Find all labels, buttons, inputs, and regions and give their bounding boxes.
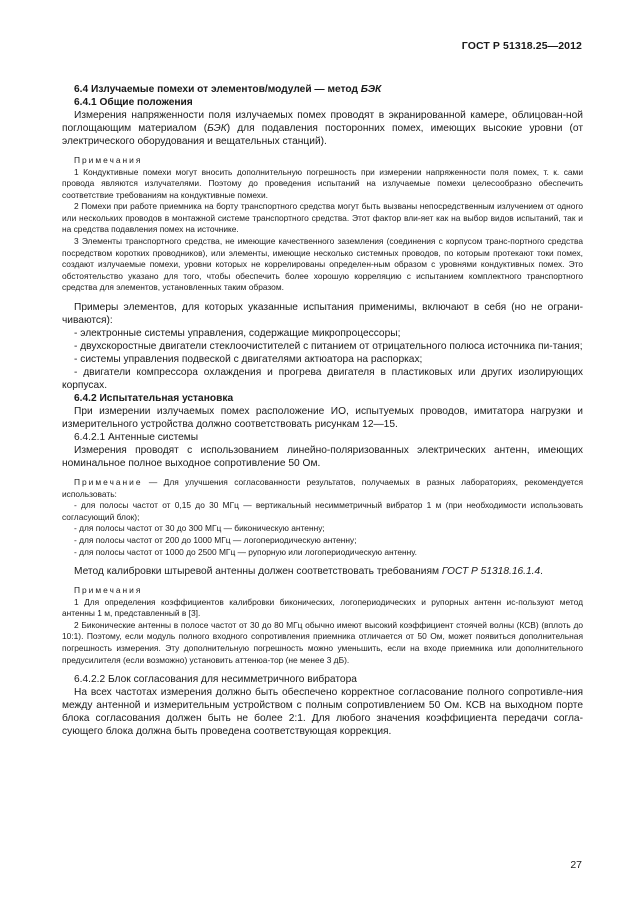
paragraph-field-measurements	[62, 109, 583, 148]
section-6-4-2-heading: 6.4.2 Испытательная установка	[74, 393, 234, 405]
list-item: - двухскоростные двигатели стеклоочистителей с питанием от отрицательного полюса источника пи-тания;	[74, 341, 583, 353]
paragraph-abbr: БЭК	[207, 123, 227, 134]
note-2: 2 Помехи при работе приемника на борту транспортного средства могут быть вызваны непосредственным излучением от одного или нескольких проводов в монтажной системе транспортного средства. Этот фактор вли-яет как на выбор видов испытаний, так и на средства подавления помех на источнике.	[62, 201, 583, 235]
list-item: - системы управления подвеской с двигателями актюатора на распорках;	[74, 354, 423, 366]
note-list-item: - для полосы частот от 0,15 до 30 МГц — вертикальный несимметричный вибратор 1 м (при необходимости использовать согласующий блок);	[62, 500, 583, 522]
paragraph-matching-unit: На всех частотах измерения должно быть обеспечено корректное согласование полного сопротивле-ния между антенной и измерительным устройством с полным сопротивлением 50 Ом. КСВ на выходном порте блока согласования должен быть не более 2:1. Для любого значения коэффициента передачи согла-сующего блока должна быть проведена соответствующая коррекция.	[62, 687, 583, 738]
paragraph-part: .	[540, 566, 543, 578]
note-list-item: - для полосы частот от 1000 до 2500 МГц — рупорную или логопериодическую антенну.	[74, 546, 417, 557]
paragraph-test-setup: При измерении излучаемых помех расположение ИО, испытуемых проводов, имитатора нагрузки и измерительного устройства должно соответствовать рисункам 12—15.	[62, 406, 583, 431]
notes-heading: Примечания	[74, 585, 143, 596]
page-body	[62, 83, 583, 738]
section-6-4-1-heading: 6.4.1 Общие положения	[74, 97, 193, 108]
section-6-4-2-2-heading: 6.4.2.2 Блок согласования для несимметричного вибратора	[74, 674, 357, 686]
note-text: — Для улучшения согласованности результатов, получаемых в разных лабораториях, рекомендуется использовать:	[62, 477, 583, 499]
paragraph-examples: Примеры элементов, для которых указанные испытания применимы, включают в себя (но не ограни-чиваются):	[62, 302, 583, 327]
note-list-item: - для полосы частот от 30 до 300 МГц — биконическую антенну;	[74, 523, 325, 534]
section-6-4-heading-text: 6.4 Излучаемые помехи от элементов/модулей — метод	[74, 84, 358, 95]
section-6-4-2-1-heading: 6.4.2.1 Антенные системы	[74, 432, 199, 444]
note-calibration-2: 2 Биконические антенны в полосе частот от 30 до 80 МГц обычно имеют высокий коэффициент стоячей волны (КСВ) (вплоть до 10:1). Поэтому, если модуль полного входного сопротивления приемника отличается от 50 Ом, может появиться дополнительная погрешность измерения. Эту дополнительную погрешность можно уменьшить, если на входе приемника или дополнительного предусилителя (если возможно) установить аттенюа-тор (не менее 3 дБ).	[62, 619, 583, 665]
page-number: 27	[570, 859, 582, 871]
note-antenna	[62, 477, 583, 500]
note-list-item: - для полосы частот от 200 до 1000 МГц — логопериодическую антенну;	[74, 535, 357, 545]
section-6-4-heading	[62, 83, 583, 96]
paragraph-calibration	[62, 565, 583, 578]
paragraph-part: Метод калибровки штыревой антенны должен соответствовать требованиям	[74, 566, 442, 578]
paragraph-part: ) для подавления посторонних помех, имеющих высокие уровни (от электрического оборудования и вещательных станций).	[62, 123, 583, 147]
note-label: Примечание	[74, 477, 143, 488]
document-id-header: ГОСТ Р 51318.25—2012	[461, 40, 582, 52]
paragraph-antenna-systems: Измерения проводят с использованием линейно-поляризованных электрических антенн, имеющих номинальное полное выходное сопротивление 50 Ом.	[62, 445, 583, 470]
note-3: 3 Элементы транспортного средства, не имеющие качественного заземления (соединения с корпусом транс-портного средства посредством коротких проводников), или элементы, имеющие несколько системных проводов, по которым протекают токи помех, создают излучаемые помехи, уровни которых не коррелированы определен-ным образом с уровнями кондуктивных помех. Это обстоятельство указано для того, чтобы обеспечить более хорошую корреляцию с испытанием комплектного транспортного средства для элементов, установленных таким образом.	[62, 236, 583, 293]
list-item: - электронные системы управления, содержащие микропроцессоры;	[74, 328, 401, 340]
standard-reference: ГОСТ Р 51318.16.1.4	[441, 566, 541, 578]
note-1: 1 Кондуктивные помехи могут вносить дополнительную погрешность при измерении напряженности поля помех, т. к. сами провода являются излучателями. Поэтому до проведения испытаний на излучаемые помехи целесообразно обеспечить соответствие требованиям на кондуктивные помехи.	[62, 166, 583, 200]
note-calibration-1: 1 Для определения коэффициентов калибровки биконических, логопериодических и рупорных антенн ис-пользуют метод антенны 1 м, представленный в [3].	[62, 596, 583, 619]
paragraph-part: Измерения напряженности поля излучаемых помех проводят в экранированной камере, облицован-ной поглощающим материалом (	[62, 110, 583, 134]
section-6-4-heading-abbr: БЭК	[360, 84, 382, 95]
notes-heading: Примечания	[74, 155, 143, 165]
list-item: - двигатели компрессора охлаждения и прогрева двигателя в пластиковых или других изолирующих корпусах.	[62, 367, 583, 392]
